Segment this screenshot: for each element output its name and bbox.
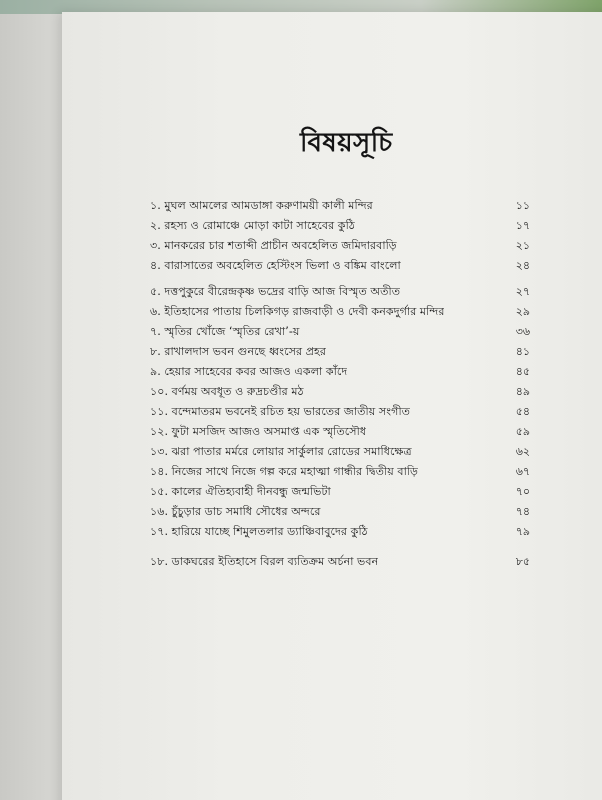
toc-entry [150, 256, 530, 276]
toc-entry [150, 302, 530, 322]
toc-entry [150, 482, 530, 502]
toc-entry-page: ৫৯ [515, 425, 530, 438]
toc-entry [150, 196, 530, 216]
toc-entry-page: ৭৪ [515, 505, 530, 518]
toc-entry-page: ৭০ [515, 485, 530, 498]
toc-entry-title: ১৭. হারিয়ে যাচ্ছে শিমুলতলার ড্যাঞ্চিবাবুদের কুঠি [150, 525, 368, 538]
toc-entry [150, 502, 530, 522]
toc-entry-title: ১৬. চুঁচুড়ার ডাচ সমাধি সৌধের অন্দরে [150, 505, 321, 518]
toc-entry-page: ২১ [515, 239, 530, 252]
toc-entry-page: ২৯ [515, 305, 530, 318]
toc-entry-title: ৭. স্মৃতির খোঁজে ‘স্মৃতির রেখা’-য় [150, 325, 300, 338]
toc-entry-title: ২. রহস্য ও রোমাঞ্চে মোড়া কাটা সাহেবের কুঠি [150, 219, 355, 232]
toc-entry-page: ৫৪ [515, 405, 530, 418]
toc-entry [150, 322, 530, 342]
toc-entry-title: ১৩. ঝরা পাতার মর্মরে লোয়ার সার্কুলার রোডের সমাধিক্ষেত্র [150, 445, 412, 458]
toc-entry-title: ১৫. কালের ঐতিহ্যবাহী দীনবন্ধু জন্মভিটা [150, 485, 331, 498]
toc-entry [150, 402, 530, 422]
toc-entry-page: ১১ [515, 199, 530, 212]
toc-entry-title: ১৮. ডাকঘরের ইতিহাসে বিরল ব্যতিক্রম অর্চনা ভবন [150, 555, 379, 568]
toc-entry-page: ৬৭ [515, 465, 530, 478]
toc-entry-title: ১. মুঘল আমলের আমডাঙ্গা করুণাময়ী কালী মন্দির [150, 199, 373, 212]
toc-entry-title: ১১. বন্দেমাতরম ভবনেই রচিত হয় ভারতের জাতীয় সংগীত [150, 405, 411, 418]
toc-entry-title: ১২. ফুটা মসজিদ আজও অসমাপ্ত এক স্মৃতিসৌধ [150, 425, 367, 438]
table-of-contents [150, 196, 530, 572]
toc-entry-page: ৩৬ [515, 325, 530, 338]
toc-entry-title: ১০. বর্ণময় অবধূত ও রুদ্রচণ্ডীর মঠ [150, 385, 304, 398]
toc-entry-page: ৮৫ [515, 555, 530, 568]
toc-entry-title: ৩. মানকরের চার শতাব্দী প্রাচীন অবহেলিত জমিদারবাড়ি [150, 239, 397, 252]
toc-entry-page: ৭৯ [515, 525, 530, 538]
toc-entry-page: ২৪ [515, 259, 530, 272]
toc-entry [150, 342, 530, 362]
toc-entry-title: ৬. ইতিহাসের পাতায় চিলকিগড় রাজবাড়ী ও দেবী কনকদুর্গার মন্দির [150, 305, 445, 318]
toc-entry [150, 522, 530, 542]
toc-entry-title: ৪. বারাসাতের অবহেলিত হেস্টিংস ভিলা ও বঙ্কিম বাংলো [150, 259, 401, 272]
toc-entry [150, 236, 530, 256]
toc-entry-page: ৪৯ [515, 385, 530, 398]
toc-entry-page: ৪৫ [515, 365, 530, 378]
toc-entry-title: ৯. হেয়ার সাহেবের কবর আজও একলা কাঁদে [150, 365, 348, 378]
toc-entry [150, 422, 530, 442]
toc-entry-page: ১৭ [515, 219, 530, 232]
toc-entry-title: ১৪. নিজের সাথে নিজে গল্প করে মহাত্মা গান্ধীর দ্বিতীয় বাড়ি [150, 465, 419, 478]
toc-entry [150, 552, 530, 572]
toc-entry [150, 462, 530, 482]
toc-entry [150, 362, 530, 382]
toc-entry [150, 382, 530, 402]
toc-entry [150, 282, 530, 302]
page-title: বিষয়সূচি [300, 128, 393, 158]
toc-entry-title: ৮. রাখালদাস ভবন গুনছে ধ্বংসের প্রহর [150, 345, 327, 358]
toc-entry [150, 442, 530, 462]
toc-entry-page: ৪১ [515, 345, 530, 358]
toc-entry [150, 216, 530, 236]
toc-entry-page: ২৭ [515, 285, 530, 298]
toc-entry-title: ৫. দত্তপুকুরে বীরেন্দ্রকৃষ্ণ ভদ্রের বাড়ি আজ বিস্মৃত অতীত [150, 285, 401, 298]
toc-entry-page: ৬২ [515, 445, 530, 458]
book-gutter [0, 0, 64, 800]
